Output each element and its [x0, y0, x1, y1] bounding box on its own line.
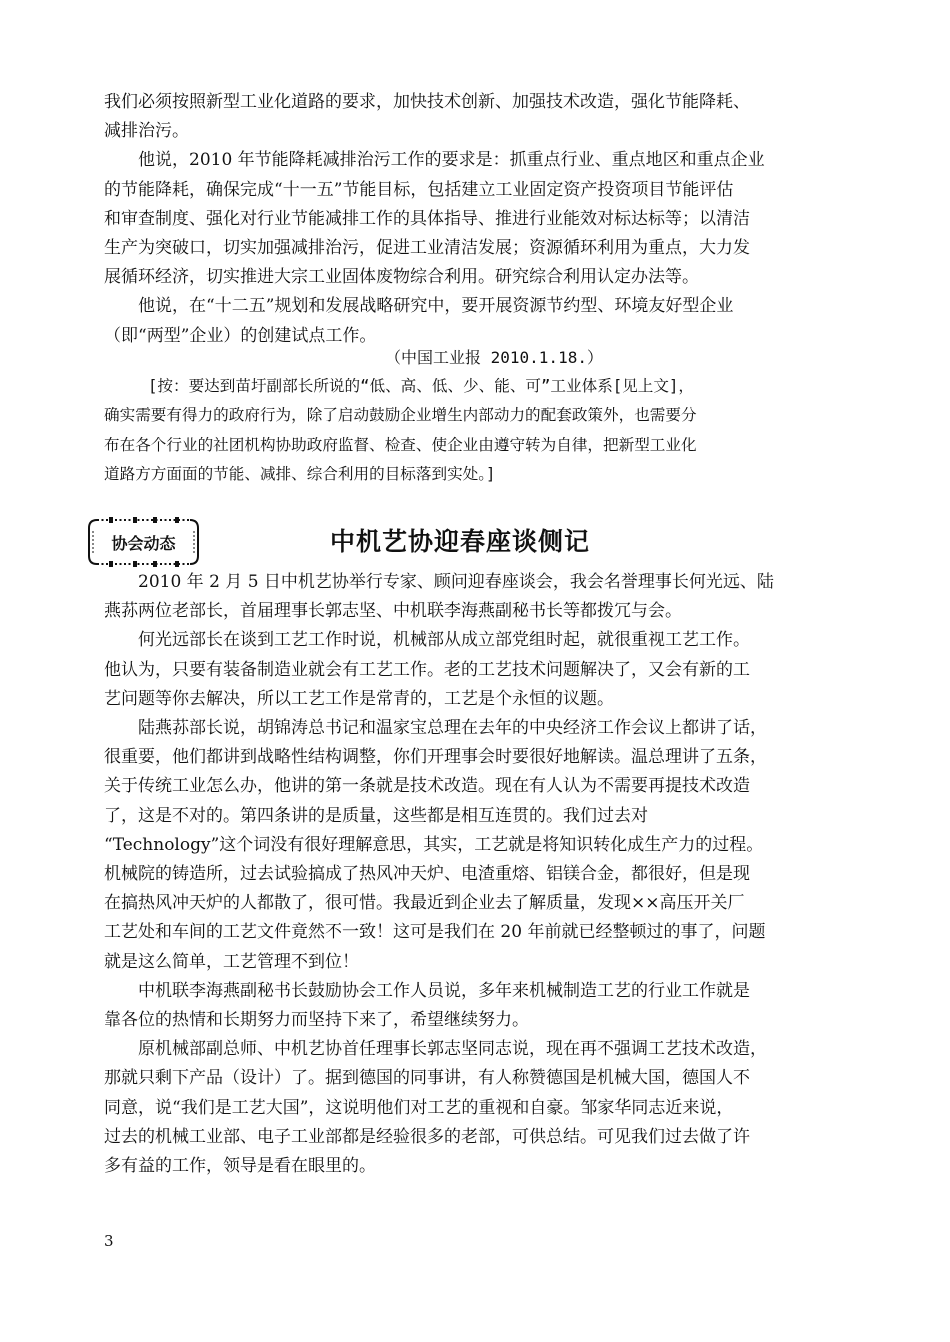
text-line: 工艺处和车间的工艺文件竟然不一致！这可是我们在 20 年前就已经整顿过的事了，问题: [104, 922, 766, 943]
text-line: 原机械部副总师、中机艺协首任理事长郭志坚同志说，现在再不强调工艺技术改造，: [138, 1039, 767, 1060]
note-line: [按：要达到苗圩副部长所说的“低、高、低、少、能、可”工业体系[见上文]，: [148, 377, 694, 395]
text-line: 机械院的铸造所，过去试验搞成了热风冲天炉、电渣重熔、铝镁合金，都很好，但是现: [104, 864, 750, 885]
editor-note: [104, 372, 844, 489]
text-line: 他认为，只要有装备制造业就会有工艺工作。老的工艺技术问题解决了，又会有新的工: [104, 659, 750, 680]
text-line: 展循环经济，切实推进大宗工业固体废物综合利用。研究综合利用认定办法等。: [104, 267, 699, 288]
text-line: 靠各位的热情和长期努力而坚持下来了，希望继续努力。: [104, 1010, 529, 1031]
text-line: 同意，说“我们是工艺大国”，这说明他们对工艺的重视和自豪。邹家华同志近来说，: [104, 1097, 734, 1118]
text-line: 过去的机械工业部、电子工业部都是经验很多的老部，可供总结。可见我们过去做了许: [104, 1126, 750, 1147]
section-badge: [87, 514, 200, 570]
note-line: 确实需要有得力的政府行为，除了启动鼓励企业增生内部动力的配套政策外，也需要分: [104, 406, 697, 425]
article-title: 中机艺协迎春座谈侧记: [330, 527, 591, 556]
note-line: 布在各个行业的社团机构协助政府监督、检查、使企业由遵守转为自律，把新型工业化: [104, 435, 697, 454]
page-number: 3: [104, 1232, 114, 1250]
text-line: 减排治污。: [104, 121, 189, 142]
text-line: 和审查制度、强化对行业节能减排工作的具体指导、推进行业能效对标达标等；以清洁: [104, 208, 750, 229]
text-line: “Technology”这个词没有很好理解意思，其实，工艺就是将知识转化成生产力的过程。: [104, 834, 764, 855]
text-line: 何光远部长在谈到工艺工作时说，机械部从成立部党组时起，就很重视工艺工作。: [138, 630, 750, 651]
text-line: 燕荪两位老部长，首届理事长郭志坚、中机联李海燕副秘书长等都拨冗与会。: [104, 601, 682, 622]
text-line: 生产为突破口，切实加强减排治污，促进工业清洁发展；资源循环利用为重点，大力发: [104, 238, 750, 259]
note-line: 道路方方面面的节能、减排、综合利用的目标落到实处。]: [104, 464, 496, 483]
text-line: 中机联李海燕副秘书长鼓励协会工作人员说，多年来机械制造工艺的行业工作就是: [138, 980, 750, 1001]
article-body: [104, 568, 844, 1181]
text-line: 的节能降耗，确保完成“十一五”节能目标，包括建立工业固定资产投资项目节能评估: [104, 179, 734, 200]
text-line: 很重要，他们都讲到战略性结构调整，你们开理事会时要很好地解读。温总理讲了五条，: [104, 747, 767, 768]
text-line: 那就只剩下产品（设计）了。据到德国的同事讲，有人称赞德国是机械大国，德国人不: [104, 1068, 750, 1089]
text-line: 了，这是不对的。第四条讲的是质量，这些都是相互连贯的。我们过去对: [104, 805, 648, 826]
text-line: 我们必须按照新型工业化道路的要求，加快技术创新、加强技术改造，强化节能降耗、: [104, 92, 750, 112]
text-line: 多有益的工作，领导是看在眼里的。: [104, 1156, 376, 1177]
text-line: 就是这么简单，工艺管理不到位！: [104, 951, 359, 972]
text-line: 陆燕荪部长说，胡锦涛总书记和温家宝总理在去年的中央经济工作会议上都讲了话，: [138, 718, 767, 739]
text-line: 他说，在“十二五”规划和发展战略研究中，要开展资源节约型、环境友好型企业: [138, 296, 734, 317]
text-line: （即“两型”企业）的创建试点工作。: [104, 325, 377, 346]
text-line: 2010 年 2 月 5 日中机艺协举行专家、顾问迎春座谈会，我会名誉理事长何光远、陆: [138, 572, 774, 592]
text-line: 关于传统工业怎么办，他讲的第一条就是技术改造。现在有人认为不需要再提技术改造: [104, 776, 750, 797]
text-line: 在搞热风冲天炉的人都散了，很可惜。我最近到企业去了解质量，发现××高压开关厂: [104, 893, 745, 914]
badge-label: 协会动态: [111, 534, 176, 553]
article-continuation: [104, 88, 840, 351]
source-citation: （中国工业报 2010.1.18.）: [385, 348, 603, 367]
text-line: 艺问题等你去解决，所以工艺工作是常青的，工艺是个永恒的议题。: [104, 688, 614, 709]
text-line: 他说，2010 年节能降耗减排治污工作的要求是：抓重点行业、重点地区和重点企业: [138, 150, 765, 171]
